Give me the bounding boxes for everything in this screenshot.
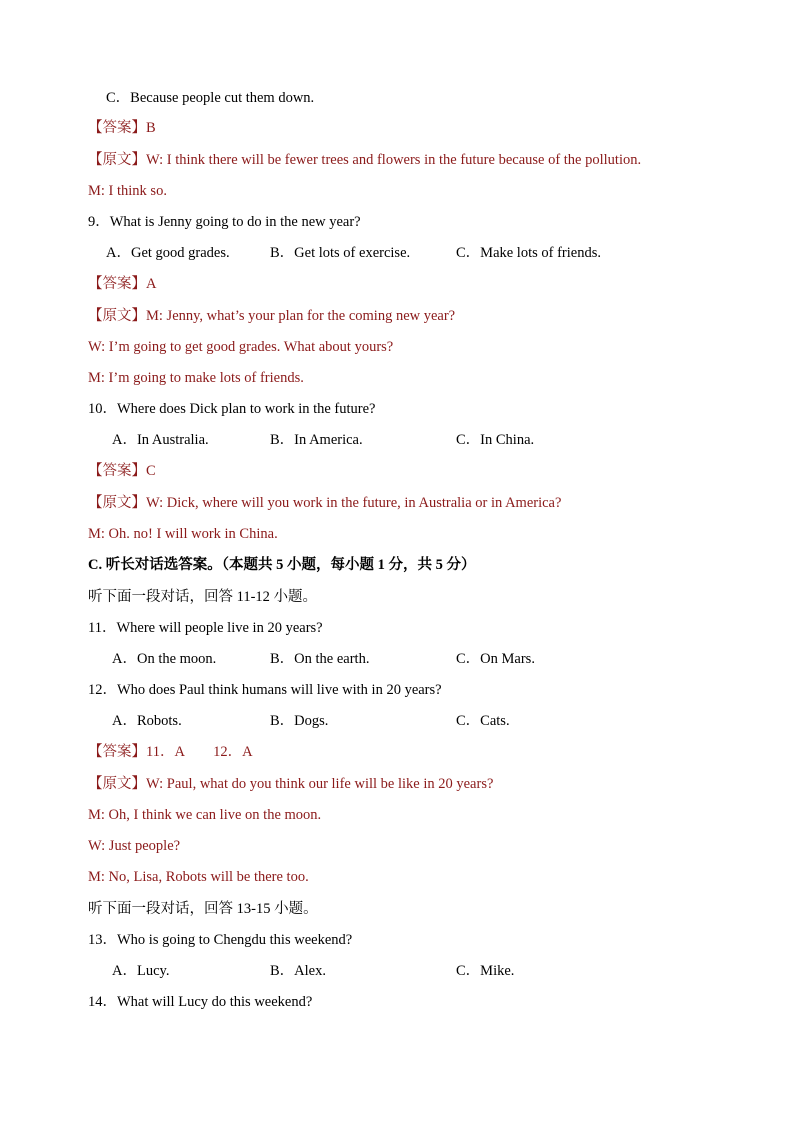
- answer-value: A: [146, 276, 157, 292]
- intro-13-15: 听下面一段对话，回答 13-15 小题。: [88, 901, 318, 917]
- q9-option-a: A．Get good grades.: [106, 245, 230, 261]
- answer-value: 11．A 12．A: [146, 744, 253, 760]
- q10-option-b: B．In America.: [270, 432, 363, 448]
- transcript-11-12-m2: M: No, Lisa, Robots will be there too.: [88, 869, 309, 885]
- answer-10: [88, 461, 156, 481]
- question-10: 10．Where does Dick plan to work in the future?: [88, 401, 376, 417]
- q12-option-c: C．Cats.: [456, 713, 510, 729]
- answer-9: [88, 274, 156, 294]
- question-14: 14．What will Lucy do this weekend?: [88, 994, 313, 1010]
- transcript-text: W: I think there will be fewer trees and flowers in the future because of the pollution.: [146, 152, 642, 168]
- q11-option-c: C．On Mars.: [456, 651, 535, 667]
- answer-8: [88, 118, 156, 138]
- q9-option-c: C．Make lots of friends.: [456, 245, 601, 261]
- answer-tag: 【答案】: [88, 744, 146, 760]
- transcript-9-m: [88, 306, 455, 326]
- q11-option-a: A．On the moon.: [112, 651, 217, 667]
- answer-11-12: [88, 742, 253, 762]
- answer-value: B: [146, 120, 156, 136]
- transcript-9-w: W: I’m going to get good grades. What about yours?: [88, 339, 394, 355]
- transcript-11-12-w2: W: Just people?: [88, 838, 181, 854]
- q13-option-a: A．Lucy.: [112, 963, 170, 979]
- transcript-tag: 【原文】: [88, 495, 146, 511]
- transcript-8-w: [88, 150, 641, 170]
- transcript-11-12-m: M: Oh, I think we can live on the moon.: [88, 807, 322, 823]
- transcript-10-m: M: Oh. no! I will work in China.: [88, 526, 278, 542]
- transcript-tag: 【原文】: [88, 308, 146, 324]
- transcript-11-12-w: [88, 774, 493, 794]
- section-c-heading: C. 听长对话选答案。（本题共 5 小题，每小题 1 分，共 5 分）: [88, 557, 476, 573]
- q11-option-b: B．On the earth.: [270, 651, 370, 667]
- intro-11-12: 听下面一段对话，回答 11-12 小题。: [88, 589, 318, 605]
- answer-tag: 【答案】: [88, 276, 146, 292]
- q9-option-b: B．Get lots of exercise.: [270, 245, 411, 261]
- transcript-tag: 【原文】: [88, 152, 146, 168]
- question-11: 11．Where will people live in 20 years?: [88, 620, 323, 636]
- transcript-tag: 【原文】: [88, 776, 146, 792]
- answer-tag: 【答案】: [88, 120, 146, 136]
- answer-value: C: [146, 463, 156, 479]
- q10-option-c: C．In China.: [456, 432, 535, 448]
- transcript-text: W: Paul, what do you think our life will be like in 20 years?: [146, 776, 494, 792]
- transcript-text: M: Jenny, what’s your plan for the coming new year?: [146, 308, 456, 324]
- question-12: 12．Who does Paul think humans will live with in 20 years?: [88, 682, 442, 698]
- transcript-9-m2: M: I’m going to make lots of friends.: [88, 370, 304, 386]
- q8-option-c: C．Because people cut them down.: [106, 90, 315, 106]
- question-9: 9．What is Jenny going to do in the new year?: [88, 214, 361, 230]
- q12-option-b: B．Dogs.: [270, 713, 329, 729]
- transcript-text: W: Dick, where will you work in the future, in Australia or in America?: [146, 495, 562, 511]
- q13-option-b: B．Alex.: [270, 963, 326, 979]
- answer-tag: 【答案】: [88, 463, 146, 479]
- q10-option-a: A．In Australia.: [112, 432, 209, 448]
- question-13: 13．Who is going to Chengdu this weekend?: [88, 932, 353, 948]
- q13-option-c: C．Mike.: [456, 963, 515, 979]
- transcript-10-w: [88, 493, 561, 513]
- q12-option-a: A．Robots.: [112, 713, 182, 729]
- transcript-8-m: M: I think so.: [88, 183, 167, 199]
